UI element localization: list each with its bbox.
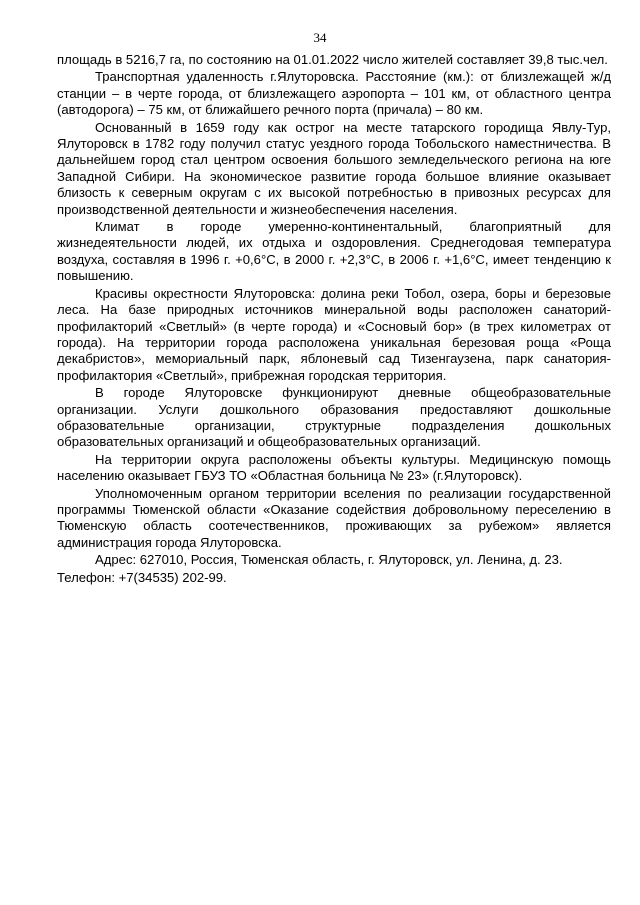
document-body bbox=[57, 52, 611, 587]
page-number: 34 bbox=[313, 30, 327, 45]
paragraph-address: Адрес: 627010, Россия, Тюменская область, г. Ялуторовск, ул. Ленина, д. 23. bbox=[95, 552, 563, 568]
paragraph-culture-medicine: На территории округа расположены объекты культуры. Медицинскую помощь населению оказывает ГБУЗ ТО «Областная больница № 23» (г.Ялуторовск). bbox=[57, 451, 611, 484]
paragraph-phone: Телефон: +7(34535) 202-99. bbox=[57, 569, 227, 585]
paragraph-area-population: площадь в 5216,7 га, по состоянию на 01.01.2022 число жителей составляет 39,8 тыс.чел. bbox=[57, 52, 608, 67]
paragraph-education: В городе Ялуторовске функционируют дневные общеобразовательные организации. Услуги дошкольного образования предоставляют дошкольные образовательные организации, структурные подразделения дошкольных образовательных организаций и общеобразовательных организаций. bbox=[57, 385, 611, 450]
paragraph-nature: Красивы окрестности Ялуторовска: долина реки Тобол, озера, боры и березовые леса. На базе природных источников минеральной воды расположен санаторий-профилакторий «Светлый» (в черте города) и «Сосновый бор» (в трех километрах от города). На территории города расположена уникальная березовая роща «Роща декабристов», мемориальный парк, яблоневый сад Тизенгаузена, парк санатория-профилактория «Светлый», прибрежная городская территория. bbox=[57, 285, 611, 383]
paragraph-history: Основанный в 1659 году как острог на месте татарского городища Явлу-Тур, Ялуторовск в 1782 году получил статус уездного города Тобольского наместничества. В дальнейшем город стал центром освоения большого земледельческого региона на юге Западной Сибири. На экономическое развитие города большое влияние оказывает близость к северным округам с их высокой потребностью в привозных ресурсах для производственной деятельности и жизнеобеспечения населения. bbox=[57, 119, 611, 217]
paragraph-climate: Климат в городе умеренно-континентальный, благоприятный для жизнедеятельности людей, их отдыха и оздоровления. Среднегодовая температура воздуха, составляя в 1996 г. +0,6°С, в 2000 г. +2,3°С, в 2006 г. +1,6°С, имеет тенденцию к повышению. bbox=[57, 219, 611, 284]
paragraph-authority: Уполномоченным органом территории вселения по реализации государственной программы Тюменской области «Оказание содействия добровольному переселению в Тюменскую область соотечественников, проживающих за рубежом» является администрация города Ялуторовска. bbox=[57, 485, 611, 550]
paragraph-transport-distance: Транспортная удаленность г.Ялуторовска. Расстояние (км.): от близлежащей ж/д станции – в черте города, от близлежащего аэропорта – 101 км, от областного центра (автодорога) – 75 км, от ближайшего речного порта (причала) – 80 км. bbox=[57, 69, 611, 118]
